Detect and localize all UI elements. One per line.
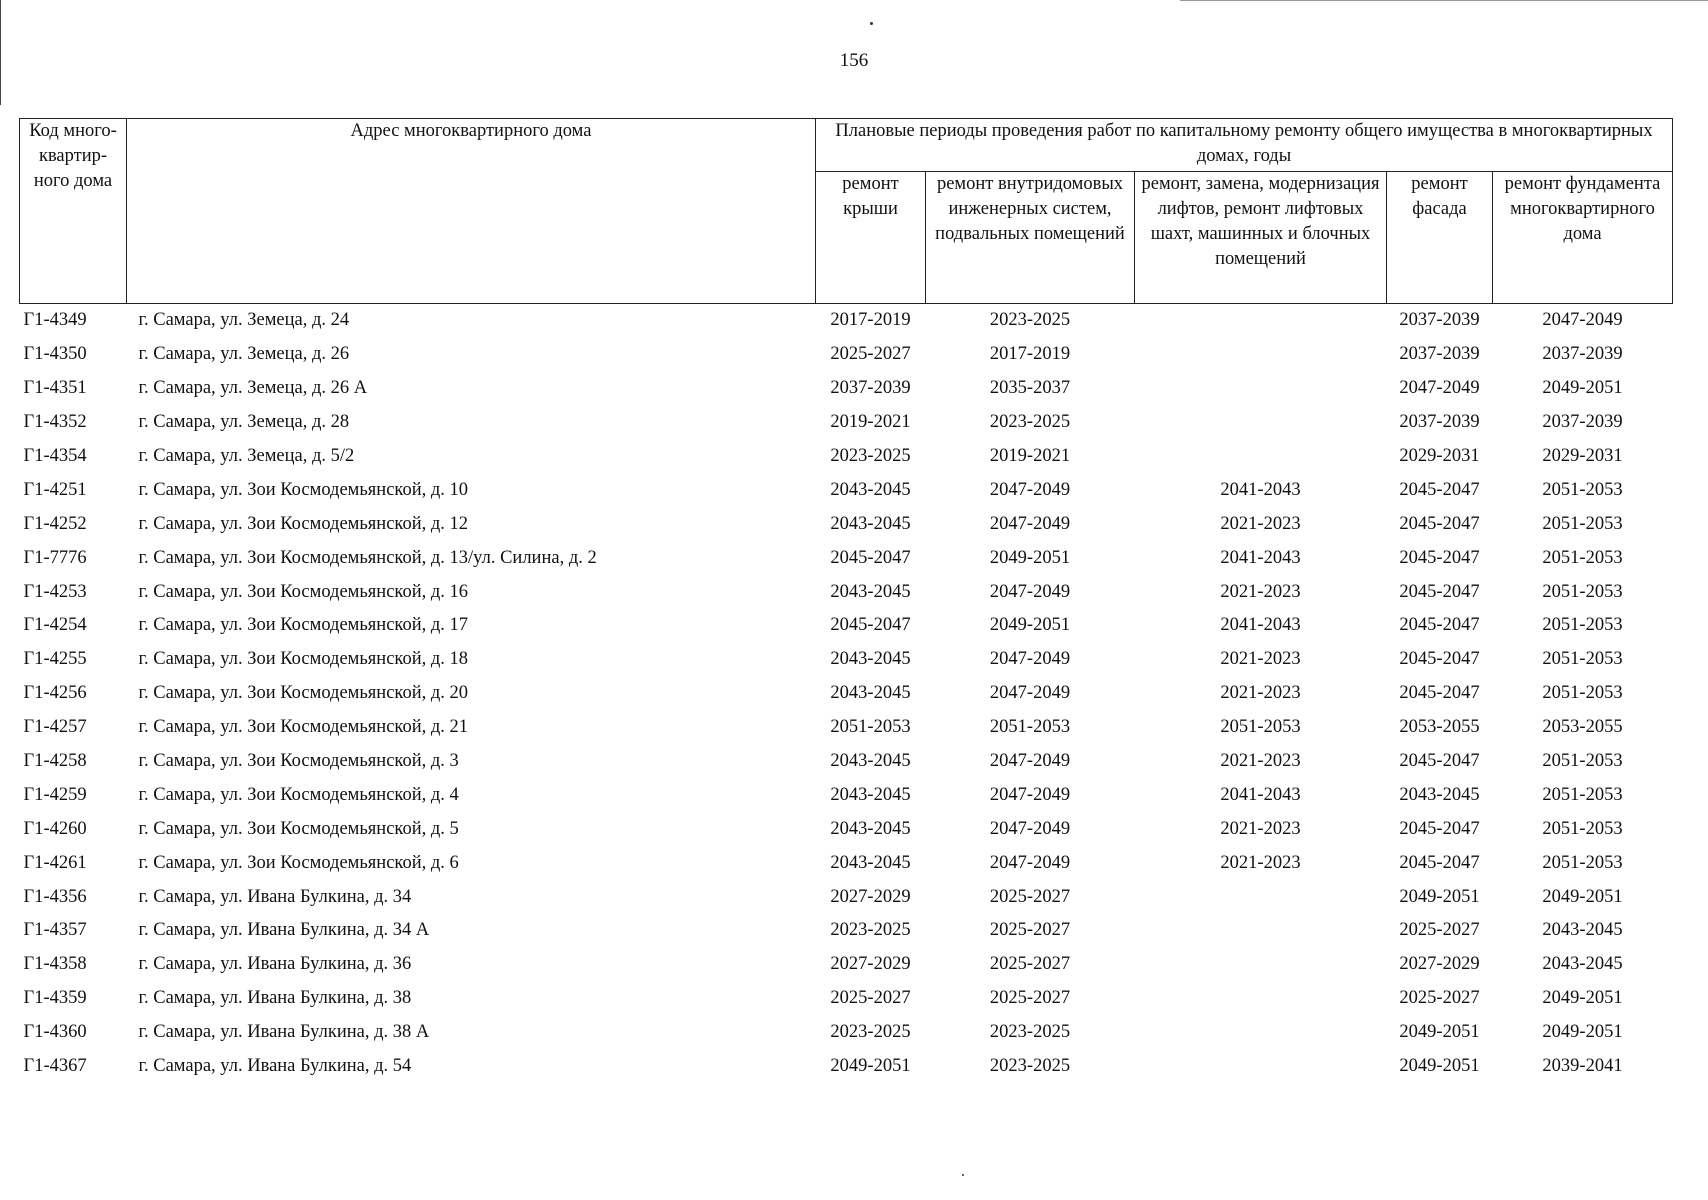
cell-foundation: 2051-2053 [1542,852,1623,873]
scan-edge-top [1180,0,1708,1]
cell-lifts [1135,914,1387,948]
table-row [20,406,1673,440]
cell-facade: 2053-2055 [1399,717,1480,738]
table-body [20,304,1673,1084]
cell-facade: 2025-2027 [1399,988,1480,1009]
cell-roof: 2043-2045 [830,751,911,772]
cell-roof: 2045-2047 [830,615,911,636]
cell-address: г. Самара, ул. Зои Космодемьянской, д. 17 [138,615,469,636]
cell-address: г. Самара, ул. Зои Космодемьянской, д. 5 [138,818,459,839]
table-row [20,473,1673,507]
cell-facade: 2045-2047 [1399,751,1480,772]
cell-facade: 2045-2047 [1399,818,1480,839]
cell-code: Г1-4349 [23,310,87,331]
cell-roof: 2043-2045 [830,581,911,602]
cell-facade: 2045-2047 [1399,615,1480,636]
cell-roof: 2023-2025 [830,1022,911,1043]
table-row [20,880,1673,914]
cell-roof: 2017-2019 [830,310,911,331]
cell-roof: 2037-2039 [830,378,911,399]
cell-foundation: 2049-2051 [1542,1022,1623,1043]
table-row [20,812,1673,846]
cell-facade: 2045-2047 [1399,852,1480,873]
cell-foundation: 2037-2039 [1542,412,1623,433]
cell-foundation: 2051-2053 [1542,751,1623,772]
cell-lifts: 2051-2053 [1220,717,1301,738]
cell-roof: 2025-2027 [830,344,911,365]
cell-code: Г1-4255 [23,649,87,670]
cell-roof: 2043-2045 [830,852,911,873]
cell-roof: 2045-2047 [830,547,911,568]
cell-lifts: 2021-2023 [1220,818,1301,839]
cell-roof: 2051-2053 [830,717,911,738]
cell-lifts [1135,338,1387,372]
cell-facade: 2045-2047 [1399,581,1480,602]
cell-systems: 2047-2049 [989,751,1071,772]
header-foundation: ремонт фундамента многоквартирного дома [1493,172,1673,304]
cell-code: Г1-4351 [23,378,87,399]
cell-systems: 2047-2049 [989,818,1071,839]
table-row [20,1016,1673,1050]
cell-systems: 2023-2025 [989,1056,1071,1077]
cell-code: Г1-4251 [23,479,87,500]
cell-code: Г1-7776 [23,547,87,568]
cell-lifts [1135,1016,1387,1050]
cell-address: г. Самара, ул. Земеца, д. 26 [138,344,350,365]
cell-facade: 2045-2047 [1399,649,1480,670]
cell-code: Г1-4256 [23,683,87,704]
header-code: Код много-квартир-ного дома [20,119,127,304]
table-row [20,711,1673,745]
table-row [20,643,1673,677]
cell-code: Г1-4258 [23,751,87,772]
table-row [20,745,1673,779]
cell-facade: 2045-2047 [1399,683,1480,704]
cell-foundation: 2051-2053 [1542,547,1623,568]
cell-address: г. Самара, ул. Зои Космодемьянской, д. 10 [138,479,469,500]
cell-facade: 2049-2051 [1399,1056,1480,1077]
cell-address: г. Самара, ул. Ивана Булкина, д. 38 [138,988,412,1009]
cell-facade: 2049-2051 [1399,1022,1480,1043]
cell-address: г. Самара, ул. Земеца, д. 5/2 [138,446,355,466]
cell-lifts [1135,1050,1387,1084]
cell-address: г. Самара, ул. Зои Космодемьянской, д. 20 [138,683,469,704]
cell-address: г. Самара, ул. Зои Космодемьянской, д. 21 [138,717,469,738]
cell-systems: 2025-2027 [989,954,1071,975]
cell-lifts [1135,440,1387,474]
cell-lifts [1135,406,1387,440]
cell-roof: 2043-2045 [830,683,911,704]
cell-lifts [1135,982,1387,1016]
cell-systems: 2023-2025 [989,1022,1071,1043]
cell-facade: 2047-2049 [1399,378,1480,399]
cell-roof: 2027-2029 [830,954,911,975]
cell-roof: 2025-2027 [830,988,911,1009]
cell-systems: 2017-2019 [989,344,1071,365]
cell-lifts [1135,948,1387,982]
cell-systems: 2047-2049 [989,852,1071,873]
cell-systems: 2025-2027 [989,988,1071,1009]
table-row [20,372,1673,406]
table-row [20,778,1673,812]
cell-roof: 2043-2045 [830,479,911,500]
table-row [20,609,1673,643]
cell-roof: 2049-2051 [830,1056,911,1077]
cell-foundation: 2051-2053 [1542,784,1623,805]
header-facade: ремонт фасада [1387,172,1493,304]
cell-systems: 2051-2053 [989,717,1071,738]
cell-systems: 2035-2037 [989,378,1071,399]
cell-systems: 2019-2021 [989,446,1071,466]
cell-facade: 2049-2051 [1399,886,1480,907]
cell-code: Г1-4252 [23,513,87,534]
cell-facade: 2027-2029 [1399,954,1480,975]
cell-systems: 2047-2049 [989,784,1071,805]
cell-lifts [1135,304,1387,338]
cell-systems: 2023-2025 [989,310,1071,331]
cell-lifts: 2021-2023 [1220,649,1301,670]
header-address: Адрес многоквартирного дома [127,119,816,304]
header-periods-title: Плановые периоды проведения работ по капитальному ремонту общего имущества в многоквартирных домах, годы [816,119,1673,172]
header-lifts: ремонт, замена, модернизация лифтов, ремонт лифтовых шахт, машинных и блочных помещений [1135,172,1387,304]
cell-address: г. Самара, ул. Зои Космодемьянской, д. 6 [138,852,459,873]
cell-foundation: 2043-2045 [1542,920,1623,941]
cell-roof: 2023-2025 [830,446,911,466]
cell-lifts: 2041-2043 [1220,547,1301,568]
cell-foundation: 2049-2051 [1542,886,1623,907]
cell-address: г. Самара, ул. Ивана Булкина, д. 34 А [138,920,430,941]
cell-address: г. Самара, ул. Зои Космодемьянской, д. 3 [138,751,459,772]
repair-schedule-table [19,118,1673,1083]
cell-foundation: 2029-2031 [1542,446,1623,466]
cell-lifts: 2021-2023 [1220,683,1301,704]
scan-speck [870,22,873,25]
cell-foundation: 2051-2053 [1542,581,1623,602]
cell-lifts: 2021-2023 [1220,513,1301,534]
cell-code: Г1-4352 [23,412,87,433]
scan-speck [962,1174,964,1176]
cell-facade: 2029-2031 [1399,446,1480,466]
cell-code: Г1-4357 [23,920,87,941]
cell-facade: 2025-2027 [1399,920,1480,941]
cell-lifts [1135,372,1387,406]
cell-lifts: 2021-2023 [1220,852,1301,873]
cell-foundation: 2047-2049 [1542,310,1623,331]
cell-lifts [1135,880,1387,914]
cell-systems: 2025-2027 [989,920,1071,941]
cell-facade: 2045-2047 [1399,513,1480,534]
cell-roof: 2027-2029 [830,886,911,907]
cell-lifts: 2041-2043 [1220,479,1301,500]
table-row [20,914,1673,948]
cell-code: Г1-4367 [23,1056,87,1077]
table-row [20,338,1673,372]
cell-code: Г1-4261 [23,852,87,873]
cell-address: г. Самара, ул. Ивана Булкина, д. 34 [138,886,412,907]
cell-roof: 2023-2025 [830,920,911,941]
cell-systems: 2025-2027 [989,886,1071,907]
table-row [20,982,1673,1016]
cell-address: г. Самара, ул. Зои Космодемьянской, д. 16 [138,581,469,602]
cell-address: г. Самара, ул. Зои Космодемьянской, д. 4 [138,784,459,805]
table-row [20,304,1673,338]
cell-roof: 2043-2045 [830,784,911,805]
table-row [20,541,1673,575]
cell-foundation: 2051-2053 [1542,615,1623,636]
cell-facade: 2043-2045 [1399,784,1480,805]
cell-lifts: 2041-2043 [1220,615,1301,636]
cell-code: Г1-4354 [23,446,87,466]
cell-systems: 2047-2049 [989,581,1071,602]
cell-foundation: 2051-2053 [1542,513,1623,534]
cell-roof: 2043-2045 [830,513,911,534]
cell-foundation: 2053-2055 [1542,717,1623,738]
cell-code: Г1-4254 [23,615,87,636]
cell-address: г. Самара, ул. Земеца, д. 28 [138,412,350,433]
cell-systems: 2047-2049 [989,479,1071,500]
table-row [20,948,1673,982]
cell-foundation: 2051-2053 [1542,818,1623,839]
table-row [20,507,1673,541]
cell-systems: 2049-2051 [989,615,1071,636]
table-row [20,846,1673,880]
cell-lifts: 2021-2023 [1220,581,1301,602]
cell-systems: 2047-2049 [989,513,1071,534]
cell-foundation: 2043-2045 [1542,954,1623,975]
cell-address: г. Самара, ул. Зои Космодемьянской, д. 13/ул. Силина, д. 2 [138,547,597,568]
cell-facade: 2037-2039 [1399,310,1480,331]
cell-foundation: 2039-2041 [1542,1056,1623,1077]
cell-code: Г1-4359 [23,988,87,1009]
table-row [20,1050,1673,1084]
cell-facade: 2037-2039 [1399,344,1480,365]
cell-systems: 2049-2051 [989,547,1071,568]
cell-code: Г1-4350 [23,344,87,365]
cell-address: г. Самара, ул. Ивана Булкина, д. 38 А [138,1022,430,1043]
cell-code: Г1-4259 [23,784,87,805]
cell-code: Г1-4356 [23,886,87,907]
cell-address: г. Самара, ул. Зои Космодемьянской, д. 18 [138,649,469,670]
cell-systems: 2023-2025 [989,412,1071,433]
cell-foundation: 2049-2051 [1542,988,1623,1009]
cell-foundation: 2051-2053 [1542,683,1623,704]
cell-systems: 2047-2049 [989,649,1071,670]
table-row [20,575,1673,609]
cell-facade: 2045-2047 [1399,547,1480,568]
table-row [20,440,1673,474]
cell-facade: 2037-2039 [1399,412,1480,433]
cell-roof: 2019-2021 [830,412,911,433]
cell-code: Г1-4360 [23,1022,87,1043]
cell-code: Г1-4358 [23,954,87,975]
cell-roof: 2043-2045 [830,649,911,670]
cell-code: Г1-4260 [23,818,87,839]
header-systems: ремонт внутридомовых инженерных систем, подвальных помещений [926,172,1135,304]
cell-address: г. Самара, ул. Земеца, д. 24 [138,310,350,331]
cell-lifts: 2041-2043 [1220,784,1301,805]
cell-foundation: 2051-2053 [1542,649,1623,670]
cell-code: Г1-4257 [23,717,87,738]
cell-facade: 2045-2047 [1399,479,1480,500]
header-roof: ремонт крыши [816,172,926,304]
cell-systems: 2047-2049 [989,683,1071,704]
cell-foundation: 2051-2053 [1542,479,1623,500]
cell-address: г. Самара, ул. Ивана Булкина, д. 54 [138,1056,412,1077]
cell-code: Г1-4253 [23,581,87,602]
page-number: 156 [839,50,869,71]
table-row [20,677,1673,711]
cell-address: г. Самара, ул. Земеца, д. 26 А [138,378,368,399]
cell-address: г. Самара, ул. Ивана Булкина, д. 36 [138,954,412,975]
cell-lifts: 2021-2023 [1220,751,1301,772]
cell-roof: 2043-2045 [830,818,911,839]
cell-foundation: 2037-2039 [1542,344,1623,365]
cell-address: г. Самара, ул. Зои Космодемьянской, д. 12 [138,513,469,534]
cell-foundation: 2049-2051 [1542,378,1623,399]
